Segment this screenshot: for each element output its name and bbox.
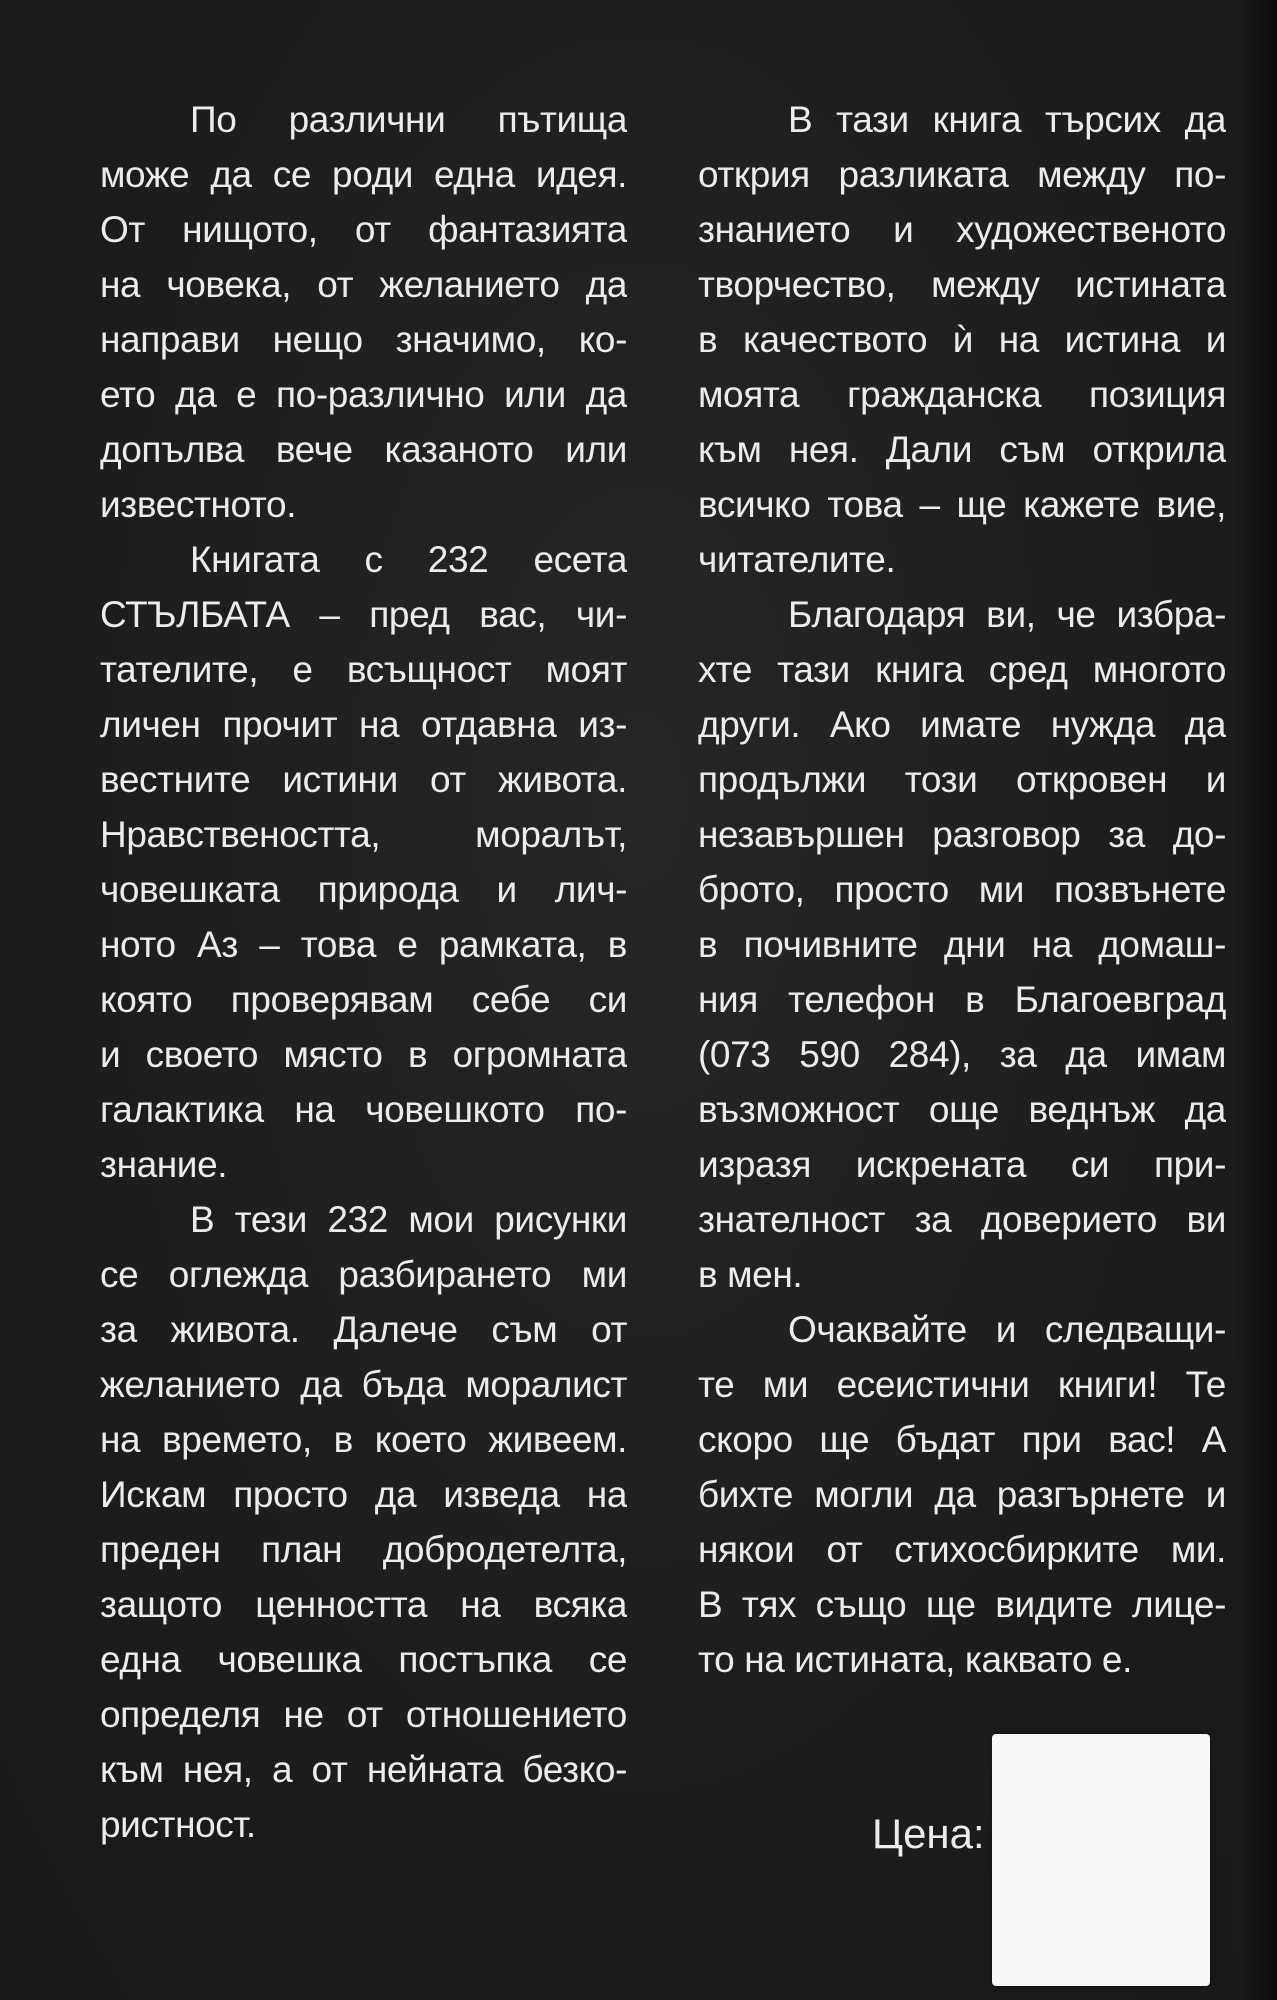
text-line: Искам просто да изведа на <box>100 1474 627 1515</box>
text-line: други. Ако имате нужда да <box>698 704 1226 745</box>
text-line: на времето, в което живеем. <box>100 1419 627 1460</box>
text-line: бихте могли да разгърнете и <box>698 1474 1226 1515</box>
text-line: В тях също ще видите лице- <box>698 1584 1226 1625</box>
text-line: за живота. Далече съм от <box>100 1309 627 1350</box>
text-line: знанието и художественото <box>698 209 1226 250</box>
text-line: допълва вече казаното или <box>100 429 627 470</box>
text-line: творчество, между истината <box>698 264 1226 305</box>
text-line: направи нещо значимо, ко- <box>100 319 627 360</box>
right-text-column <box>698 92 1226 1687</box>
text-line: Очаквайте и следващи- <box>788 1309 1226 1350</box>
cover-edge <box>1237 0 1277 2000</box>
text-line: галактика на човешкото по- <box>100 1089 627 1130</box>
text-line: една човешка постъпка се <box>100 1639 627 1680</box>
text-line: открия разликата между по- <box>698 154 1226 195</box>
text-line: и своето място в огромната <box>100 1034 627 1075</box>
text-line: ето да е по-различно или да <box>100 374 627 415</box>
text-line: към нея. Дали съм открила <box>698 429 1226 470</box>
text-line: знателност за доверието ви <box>698 1199 1226 1240</box>
text-line: (073 590 284), за да имам <box>698 1034 1226 1075</box>
text-line: Нравствеността, моралът, <box>100 814 627 855</box>
text-line: на човека, от желанието да <box>100 264 627 305</box>
text-line: В тази книга търсих да <box>788 99 1226 140</box>
text-line: По различни пътища <box>190 99 627 140</box>
text-line: моята гражданска позиция <box>698 374 1226 415</box>
text-line: Книгата с 232 есета <box>190 539 627 580</box>
text-line: ния телефон в Благоевград <box>698 979 1226 1020</box>
text-line: СТЪЛБАТА – пред вас, чи- <box>100 594 627 635</box>
text-line: те ми есеистични книги! Те <box>698 1364 1226 1405</box>
text-line: някои от стихосбирките ми. <box>698 1529 1226 1570</box>
text-line: преден план добродетелта, <box>100 1529 627 1570</box>
text-line: ното Аз – това е рамката, в <box>100 924 627 965</box>
text-line: то на истината, каквато е. <box>698 1639 1132 1680</box>
text-line: известното. <box>100 484 297 525</box>
text-line: незавършен разговор за до- <box>698 814 1226 855</box>
price-label: Цена: <box>872 1810 985 1857</box>
text-line: желанието да бъда моралист <box>100 1364 627 1405</box>
text-line: всичко това – ще кажете вие, <box>698 484 1226 525</box>
text-line: към нея, а от нейната безко- <box>100 1749 627 1790</box>
text-line: се оглежда разбирането ми <box>100 1254 627 1295</box>
text-line: продължи този откровен и <box>698 759 1226 800</box>
text-line: ристност. <box>100 1804 256 1845</box>
text-line: брото, просто ми позвънете <box>698 869 1226 910</box>
text-line: възможност още веднъж да <box>698 1089 1226 1130</box>
text-line: Благодаря ви, че избра- <box>788 594 1226 635</box>
text-line: изразя искрената си при- <box>698 1144 1226 1185</box>
text-line: определя не от отношението <box>100 1694 627 1735</box>
text-line: От нищото, от фантазията <box>100 209 627 250</box>
text-line: вестните истини от живота. <box>100 759 627 800</box>
left-text-column <box>100 92 627 1852</box>
text-line: в почивните дни на домаш- <box>698 924 1226 965</box>
price-sticker <box>992 1734 1210 1986</box>
text-line: тателите, е всъщност моят <box>100 649 627 690</box>
text-line: в качеството ѝ на истина и <box>698 319 1226 360</box>
text-line: която проверявам себе си <box>100 979 627 1020</box>
text-line: личен прочит на отдавна из- <box>100 704 627 745</box>
text-line: може да се роди една идея. <box>100 154 627 195</box>
text-line: хте тази книга сред многото <box>698 649 1226 690</box>
text-line: знание. <box>100 1144 228 1185</box>
text-line: защото ценността на всяка <box>100 1584 627 1625</box>
text-line: скоро ще бъдат при вас! А <box>698 1419 1226 1460</box>
text-line: В тези 232 мои рисунки <box>190 1199 627 1240</box>
text-line: човешката природа и лич- <box>100 869 627 910</box>
text-line: читателите. <box>698 539 896 580</box>
text-line: в мен. <box>698 1254 803 1295</box>
